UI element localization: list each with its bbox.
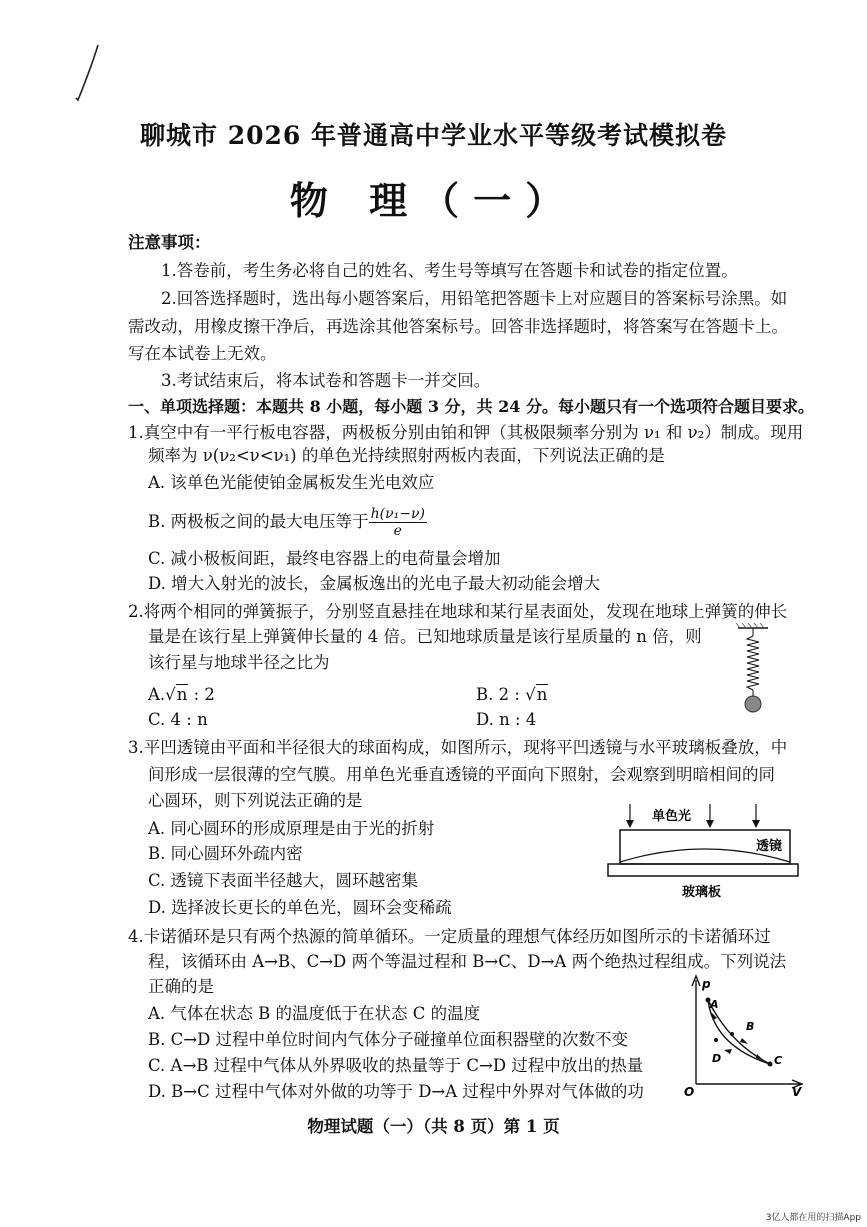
q4-option-b: B. C→D 过程中单位时间内气体分子碰撞单位面积器壁的次数不变 — [148, 1030, 629, 1049]
fraction: $\frac{\text{h(ν₁−ν)}}{e}$ — [370, 506, 425, 539]
q2-option-c: C. 4 : n — [148, 710, 208, 729]
question-2-stem: 量是在该行星上弹簧伸长量的 4 倍。已知地球质量是该行星质量的 n 倍，则 — [148, 627, 702, 646]
q1-option-d: D. 增大入射光的波长，金属板逸出的光电子最大初动能会增大 — [148, 574, 601, 593]
notes-item: 2.回答选择题时，选出每小题答案后，用铅笔把答题卡上对应题目的答案标号涂黑。如 — [161, 289, 788, 308]
q1-option-a: A. 该单色光能使铂金属板发生光电效应 — [148, 473, 435, 492]
q1-option-c: C. 减小极板间距，最终电容器上的电荷量会增加 — [148, 549, 501, 568]
pen-mark — [70, 40, 110, 110]
state-c-label: C — [774, 1054, 783, 1067]
q3-option-c: C. 透镜下表面半径越大，圆环越密集 — [148, 871, 419, 890]
notes-heading: 注意事项： — [128, 233, 211, 252]
q4-option-d: D. B→C 过程中气体对外做的功等于 D→A 过程中外界对气体做的功 — [148, 1082, 644, 1101]
carnot-cycle-figure — [680, 972, 810, 1097]
exam-title: 聊城市 2026 年普通高中学业水平等级考试模拟卷 — [140, 121, 727, 150]
q4-option-a: A. 气体在状态 B 的温度低于在状态 C 的温度 — [148, 1004, 481, 1023]
q3-option-a: A. 同心圆环的形成原理是由于光的折射 — [148, 819, 435, 838]
subject-title: 物 理（一） — [289, 178, 578, 223]
state-d-label: D — [712, 1052, 722, 1065]
notes-item: 需改动，用橡皮擦干净后，再选涂其他答案标号。回答非选择题时，将答案写在答题卡上。 — [128, 317, 788, 336]
question-3-stem: 间形成一层很薄的空气膜。用单色光垂直透镜的平面向下照射，会观察到明暗相间的同 — [148, 765, 775, 784]
question-4-stem: 程，该循环由 A→B、C→D 两个等温过程和 B→C、D→A 两个绝热过程组成。下列说法 — [148, 952, 787, 971]
question-3-stem: 3.平凹透镜由平面和半径很大的球面构成，如图所示，现将平凹透镜与水平玻璃板叠放，中 — [128, 738, 788, 757]
q2-option-a: A.√n : 2 — [148, 685, 215, 704]
scanner-watermark: 3亿人都在用的扫描App — [765, 1213, 861, 1223]
q4-option-c: C. A→B 过程中气体从外界吸收的热量等于 C→D 过程中放出的热量 — [148, 1056, 644, 1075]
question-3-stem: 心圆环，则下列说法正确的是 — [148, 791, 363, 810]
question-1-stem: 1.真空中有一平行板电容器，两极板分别由铂和钾（其极限频率分别为 ν₁ 和 ν₂）制成。现用 — [128, 423, 804, 442]
lens-figure — [604, 800, 804, 900]
glass-plate-label: 玻璃板 — [682, 885, 722, 900]
page-footer: 物理试题（一）（共 8 页）第 1 页 — [307, 1117, 560, 1136]
spring-oscillator-figure — [730, 622, 780, 718]
question-4-stem: 4.卡诺循环是只有两个热源的简单循环。一定质量的理想气体经历如图所示的卡诺循环过 — [128, 927, 771, 946]
q2-option-d: D. n : 4 — [476, 710, 537, 729]
notes-item: 写在本试卷上无效。 — [128, 344, 277, 363]
q3-option-d: D. 选择波长更长的单色光，圆环会变稀疏 — [148, 898, 452, 917]
question-4-stem: 正确的是 — [148, 977, 214, 996]
q2-option-b: B. 2 : √n — [476, 685, 548, 704]
question-1-stem: 频率为 ν(ν₂<ν<ν₁) 的单色光持续照射两板内表面，下列说法正确的是 — [148, 446, 665, 465]
axis-v-label: V — [792, 1085, 802, 1097]
origin-label: O — [684, 1085, 695, 1097]
state-a-label: A — [710, 998, 719, 1011]
notes-item: 3.考试结束后，将本试卷和答题卡一并交回。 — [161, 371, 491, 390]
question-2-stem: 2.将两个相同的弹簧振子，分别竖直悬挂在地球和某行星表面处，发现在地球上弹簧的伸长 — [128, 602, 788, 621]
question-2-stem: 该行星与地球半径之比为 — [148, 653, 330, 672]
axis-p-label: p — [702, 977, 711, 991]
lens-label: 透镜 — [756, 839, 783, 854]
q3-option-b: B. 同心圆环外疏内密 — [148, 844, 303, 863]
state-b-label: B — [746, 1020, 755, 1033]
notes-item: 1.答卷前，考生务必将自己的姓名、考生号等填写在答题卡和试卷的指定位置。 — [161, 261, 738, 280]
section-heading: 一、单项选择题：本题共 8 小题，每小题 3 分，共 24 分。每小题只有一个选项符合题目要求。 — [128, 397, 814, 416]
lens-light-label: 单色光 — [652, 809, 692, 824]
q1-option-b: B. 两极板之间的最大电压等于 $\frac{\text{h(ν₁−ν)}}{e}$ — [148, 506, 425, 539]
